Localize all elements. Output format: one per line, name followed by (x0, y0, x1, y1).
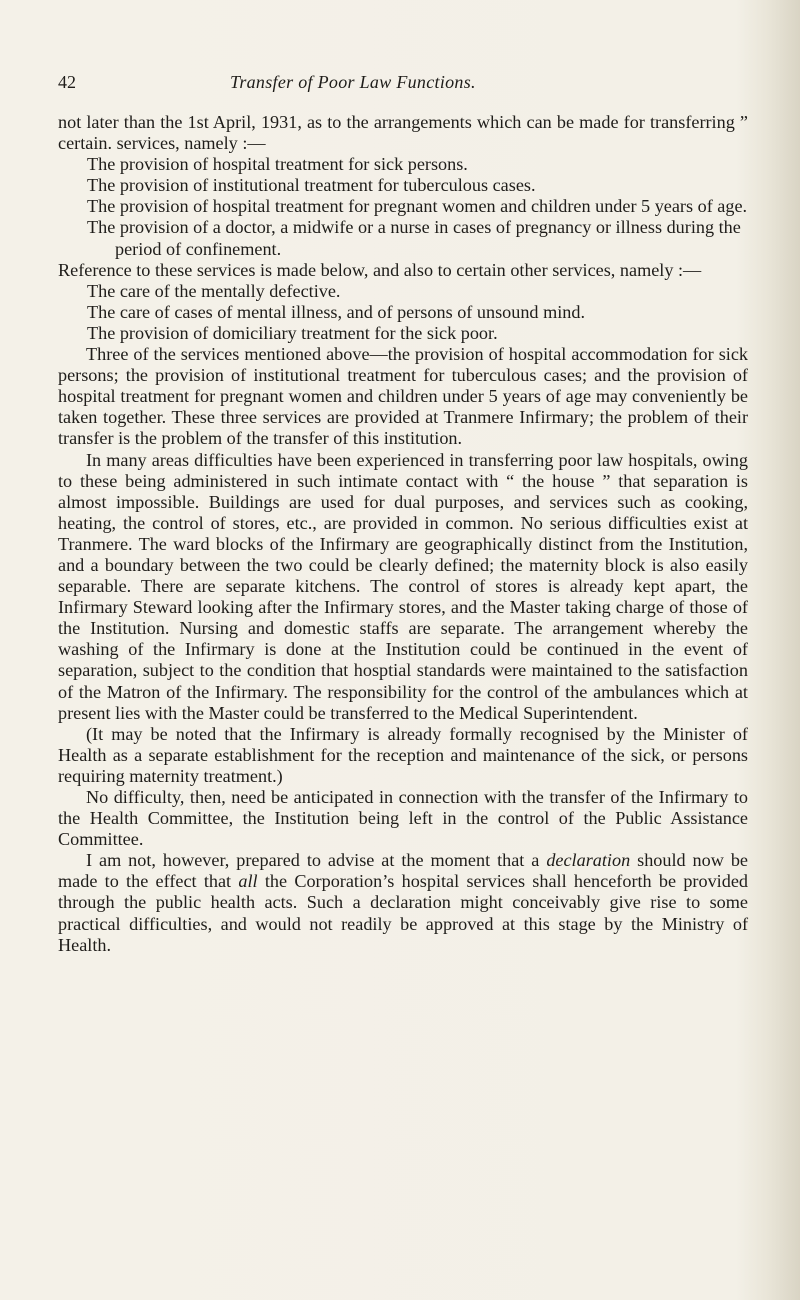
reference-paragraph: Reference to these services is made below, and also to certain other services, namely :— (58, 259, 702, 280)
paragraph-three-services: Three of the services mentioned above—the provision of hospital accommodation for sick persons; the provision of institutional treatment for tuberculous cases; and the provision of hospital treatment for pregnant women and children under 5 years of age may conveniently be taken together. These three services are provided at Tranmere Infirmary; the problem of their transfer is the problem of the transfer of this institution. (58, 344, 748, 449)
list-item: The provision of hospital treatment for sick persons. (87, 154, 468, 175)
body-text (58, 112, 748, 956)
running-title: Transfer of Poor Law Functions. (230, 72, 476, 92)
paragraph-note: (It may be noted that the Infirmary is already formally recognised by the Minister of Health as a separate establishment for the reception and maintenance of the sick, or persons requiring maternity treatment.) (58, 723, 748, 786)
list-item: The care of the mentally defective. (87, 280, 341, 301)
declaration-term: declaration (546, 850, 631, 871)
declaration-text-b: should now be made to the effect that (58, 850, 748, 892)
list-item: The care of cases of mental illness, and of persons of unsound mind. (87, 301, 586, 322)
list-item: The provision of domiciliary treatment for the sick poor. (87, 322, 498, 343)
declaration-text-c: the Corporation’s hospital services shall henceforth be provided through the public health acts. Such a declaration might conceivably give rise to some practical difficulties, and would not readily be approved at this stage by the Ministry of Health. (58, 871, 748, 955)
all-term: all (238, 871, 258, 892)
list-item: The provision of a doctor, a midwife or a nurse in cases of pregnancy or illness during the period of confinement. (87, 217, 741, 259)
list-item: The provision of hospital treatment for pregnant women and children under 5 years of age. (87, 196, 748, 217)
paragraph-declaration (58, 850, 748, 955)
page-number: 42 (58, 72, 76, 92)
paragraph-difficulties: In many areas difficulties have been experienced in transferring poor law hospitals, owing to these being administered in such intimate contact with “ the house ” that separation is almost impossible. Buildings are used for dual purposes, and services such as cooking, heating, the control of stores, etc., are provided in common. No serious difficulties exist at Tranmere. The ward blocks of the Infirmary are geographically distinct from the Institution, and a boundary between the two could be clearly defined; the maternity block is also easily separable. There are separate kitchens. The control of stores is already kept apart, the Infirmary Steward looking after the Infirmary stores, and the Master taking charge of those of the Institution. Nursing and domestic staffs are separate. The arrangement whereby the washing of the Infirmary is done at the Institution could be continued in the event of separation, subject to the condition that hosptial standards were maintained to the satisfaction of the Matron of the Infirmary. The responsibility for the control of the ambulances which at present lies with the Master could be transferred to the Medical Superintendent. (58, 449, 748, 723)
list-item: The provision of institutional treatment for tuberculous cases. (87, 175, 536, 196)
page-header (58, 72, 748, 98)
intro-paragraph: not later than the 1st April, 1931, as to the arrangements which can be made for transferring ” certain. services, namely :— (58, 112, 748, 154)
paragraph-no-difficulty: No difficulty, then, need be anticipated in connection with the transfer of the Infirmary to the Health Committee, the Institution being left in the control of the Public Assistance Committee. (58, 787, 748, 850)
declaration-text-a: I am not, however, prepared to advise at the moment that a (86, 850, 547, 871)
